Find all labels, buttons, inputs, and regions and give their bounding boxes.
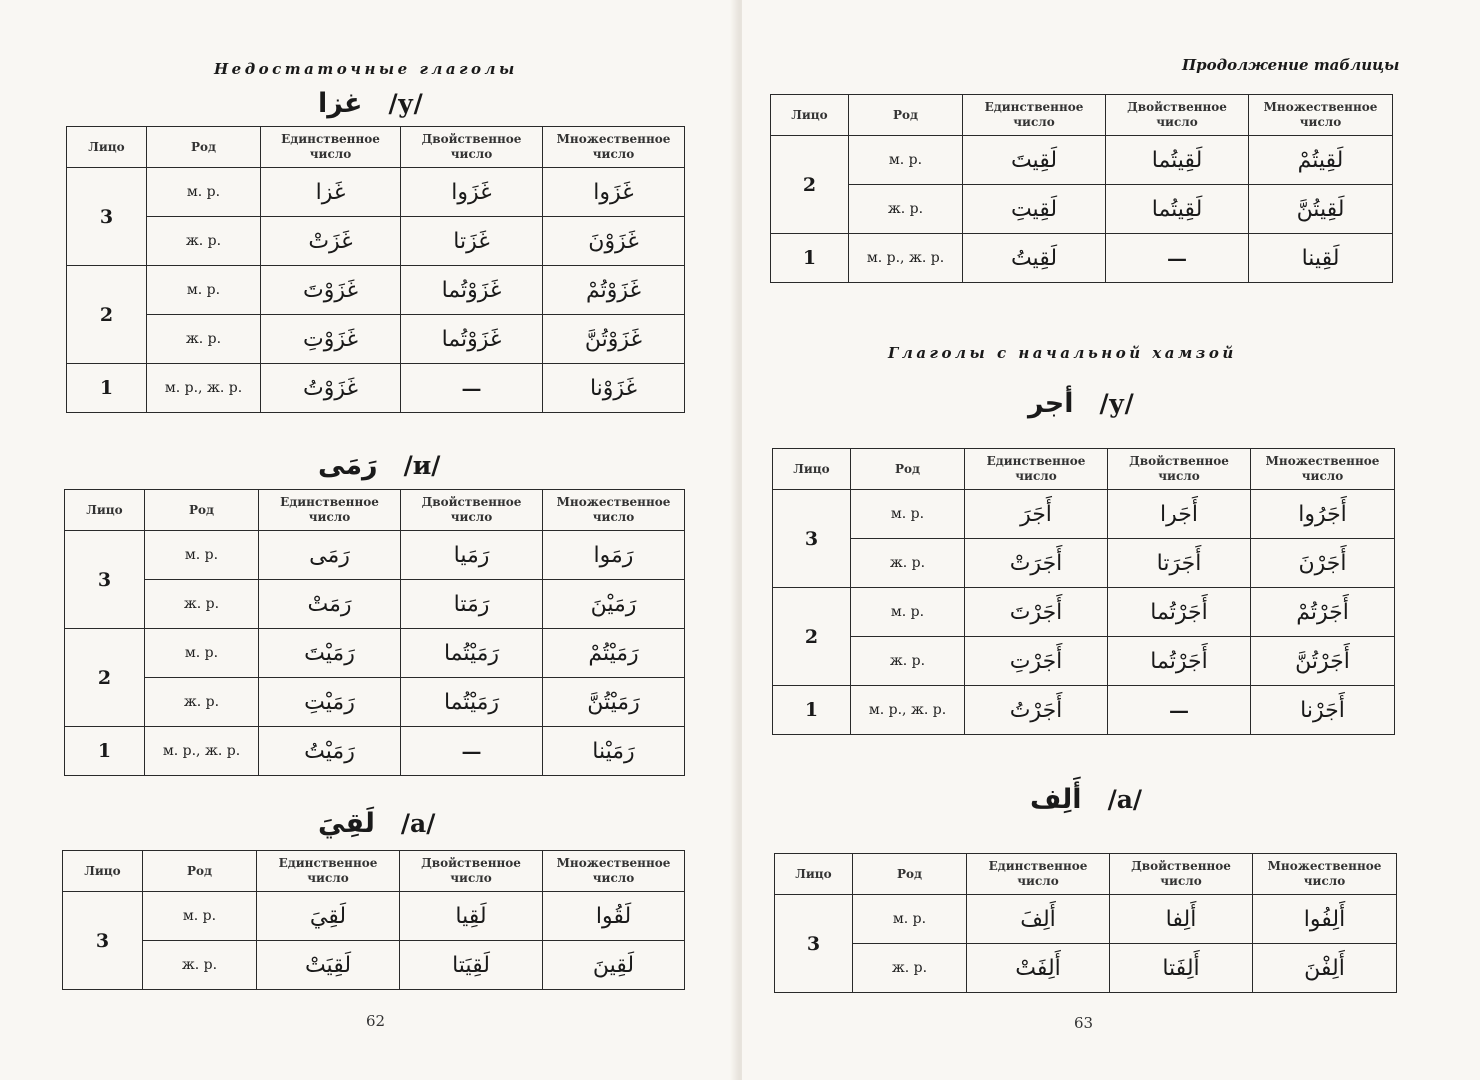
form-cell: لَقِيتُما <box>1106 185 1249 234</box>
col-gender: Род <box>851 449 965 490</box>
form-cell: غَزَوْنا <box>543 364 685 413</box>
verb-heading-alifa <box>1030 784 1142 815</box>
form-cell: غَزَوْتُ <box>261 364 401 413</box>
form-cell: غَزَوا <box>401 168 543 217</box>
conjugation-table-ajara <box>772 448 1395 735</box>
form-cell: غَزَتا <box>401 217 543 266</box>
form-cell: غَزَوْتُما <box>401 315 543 364</box>
table-row <box>65 531 685 580</box>
vowel-ghaza: /у/ <box>388 89 423 118</box>
conjugation-table-laqiya-continued <box>770 94 1393 283</box>
form-cell: لَقِيتُمْ <box>1249 136 1393 185</box>
person-cell: 1 <box>771 234 849 283</box>
verb-ajara: أجر <box>1028 388 1074 419</box>
form-cell: أَجَرْتِ <box>965 637 1108 686</box>
form-cell: لَقِيتُ <box>963 234 1106 283</box>
table-row <box>67 217 685 266</box>
conjugation-table-ghaza <box>66 126 685 413</box>
table-row <box>67 168 685 217</box>
form-cell: أَلِفَتْ <box>967 944 1110 993</box>
col-dual: Двойственное число <box>1110 854 1253 895</box>
gender-cell: м. р. <box>849 136 963 185</box>
col-singular: Единственное число <box>965 449 1108 490</box>
table-row <box>773 539 1395 588</box>
page-number-right: 63 <box>1074 1014 1094 1032</box>
dash-cell: — <box>401 727 543 776</box>
form-cell: أَجَرْتُمْ <box>1251 588 1395 637</box>
form-cell: غَزَتْ <box>261 217 401 266</box>
table-row <box>65 727 685 776</box>
form-cell: غَزَوْنَ <box>543 217 685 266</box>
table-header-row <box>65 490 685 531</box>
table-header-row <box>773 449 1395 490</box>
vowel-rama: /и/ <box>403 451 441 480</box>
gender-cell: м. р. <box>143 892 257 941</box>
dash-cell: — <box>1106 234 1249 283</box>
form-cell: رَمَيْنَ <box>543 580 685 629</box>
gender-cell: ж. р. <box>143 941 257 990</box>
form-cell: أَجَرْتُ <box>965 686 1108 735</box>
col-singular: Единственное число <box>967 854 1110 895</box>
col-plural: Множественное число <box>543 490 685 531</box>
form-cell: أَلِفُوا <box>1253 895 1397 944</box>
gender-cell: м. р. <box>145 629 259 678</box>
verb-laqiya: لَقِيَ <box>318 808 375 839</box>
form-cell: غَزَوْتِ <box>261 315 401 364</box>
gender-cell: м. р. <box>851 588 965 637</box>
verb-rama: رَمَى <box>318 450 378 481</box>
form-cell: لَقُوا <box>543 892 685 941</box>
form-cell: رَمَيا <box>401 531 543 580</box>
form-cell: رَمَوا <box>543 531 685 580</box>
form-cell: رَمَيْتُ <box>259 727 401 776</box>
gender-cell: ж. р. <box>853 944 967 993</box>
form-cell: أَجَرْتَ <box>965 588 1108 637</box>
col-dual: Двойственное число <box>1108 449 1251 490</box>
col-plural: Множественное число <box>1249 95 1393 136</box>
form-cell: لَقِيَتْ <box>257 941 400 990</box>
left-running-head: Недостаточные глаголы <box>214 60 518 78</box>
person-cell: 2 <box>65 629 145 727</box>
table-row <box>67 315 685 364</box>
form-cell: رَمَتا <box>401 580 543 629</box>
col-gender: Род <box>143 851 257 892</box>
form-cell: لَقِيا <box>400 892 543 941</box>
col-person: Лицо <box>775 854 853 895</box>
col-plural: Множественное число <box>1251 449 1395 490</box>
form-cell: لَقِيَ <box>257 892 400 941</box>
col-person: Лицо <box>65 490 145 531</box>
person-cell: 3 <box>65 531 145 629</box>
gender-cell: м. р. <box>853 895 967 944</box>
col-singular: Единственное число <box>259 490 401 531</box>
person-cell: 2 <box>67 266 147 364</box>
form-cell: لَقِيتِ <box>963 185 1106 234</box>
gender-cell: ж. р. <box>851 539 965 588</box>
form-cell: أَجَرْتُما <box>1108 588 1251 637</box>
person-cell: 3 <box>63 892 143 990</box>
table-row <box>775 895 1397 944</box>
col-dual: Двойственное число <box>400 851 543 892</box>
form-cell: غَزا <box>261 168 401 217</box>
form-cell: رَمَيْتُما <box>401 678 543 727</box>
vowel-ajara: /у/ <box>1099 389 1134 418</box>
form-cell: لَقِيتَ <box>963 136 1106 185</box>
gender-cell: ж. р. <box>147 315 261 364</box>
form-cell: أَجَرا <box>1108 490 1251 539</box>
person-cell: 3 <box>67 168 147 266</box>
form-cell: غَزَوْتُما <box>401 266 543 315</box>
table-row <box>67 364 685 413</box>
form-cell: لَقِينا <box>1249 234 1393 283</box>
verb-heading-ghaza <box>318 88 423 119</box>
person-cell: 2 <box>773 588 851 686</box>
col-person: Лицо <box>771 95 849 136</box>
form-cell: أَجَرَتْ <box>965 539 1108 588</box>
form-cell: أَجَرُوا <box>1251 490 1395 539</box>
gender-cell: м. р. <box>147 266 261 315</box>
table-header-row <box>67 127 685 168</box>
person-cell: 3 <box>775 895 853 993</box>
form-cell: أَجَرْتُنَّ <box>1251 637 1395 686</box>
person-cell: 1 <box>67 364 147 413</box>
col-plural: Множественное число <box>543 851 685 892</box>
form-cell: أَلِفَ <box>967 895 1110 944</box>
table-row <box>63 941 685 990</box>
gender-cell: м. р., ж. р. <box>851 686 965 735</box>
form-cell: رَمَتْ <box>259 580 401 629</box>
form-cell: أَجَرْنَ <box>1251 539 1395 588</box>
form-cell: لَقِيتُما <box>1106 136 1249 185</box>
verb-heading-ajara <box>1028 388 1134 419</box>
vowel-laqiya: /а/ <box>400 809 436 838</box>
form-cell: أَجَرَ <box>965 490 1108 539</box>
verb-alifa: أَلِف <box>1030 784 1082 815</box>
form-cell: غَزَوْتُنَّ <box>543 315 685 364</box>
table-row <box>65 629 685 678</box>
col-dual: Двойственное число <box>1106 95 1249 136</box>
gender-cell: ж. р. <box>145 678 259 727</box>
form-cell: أَجَرْتُما <box>1108 637 1251 686</box>
form-cell: لَقِيَتا <box>400 941 543 990</box>
col-person: Лицо <box>63 851 143 892</box>
form-cell: أَلِفْنَ <box>1253 944 1397 993</box>
person-cell: 2 <box>771 136 849 234</box>
table-row <box>773 490 1395 539</box>
table-row <box>65 580 685 629</box>
form-cell: أَجَرْنا <box>1251 686 1395 735</box>
col-dual: Двойственное число <box>401 490 543 531</box>
col-singular: Единственное число <box>257 851 400 892</box>
col-gender: Род <box>853 854 967 895</box>
col-gender: Род <box>145 490 259 531</box>
form-cell: أَجَرَتا <box>1108 539 1251 588</box>
page-number-left: 62 <box>366 1012 386 1030</box>
gender-cell: м. р., ж. р. <box>147 364 261 413</box>
gender-cell: м. р. <box>851 490 965 539</box>
person-cell: 3 <box>773 490 851 588</box>
vowel-alifa: /а/ <box>1107 785 1143 814</box>
col-dual: Двойственное число <box>401 127 543 168</box>
gender-cell: ж. р. <box>849 185 963 234</box>
form-cell: رَمَيْنا <box>543 727 685 776</box>
col-singular: Единственное число <box>261 127 401 168</box>
form-cell: لَقِينَ <box>543 941 685 990</box>
form-cell: رَمَيْتِ <box>259 678 401 727</box>
verb-heading-rama <box>318 450 440 481</box>
table-header-row <box>63 851 685 892</box>
table-row <box>771 234 1393 283</box>
conjugation-table-laqiya <box>62 850 685 990</box>
col-person: Лицо <box>773 449 851 490</box>
gender-cell: м. р., ж. р. <box>849 234 963 283</box>
form-cell: غَزَوْتُمْ <box>543 266 685 315</box>
form-cell: غَزَوْتَ <box>261 266 401 315</box>
form-cell: أَلِفَتا <box>1110 944 1253 993</box>
gender-cell: м. р. <box>147 168 261 217</box>
table-row <box>773 686 1395 735</box>
gender-cell: ж. р. <box>145 580 259 629</box>
gender-cell: м. р. <box>145 531 259 580</box>
right-running-head: Продолжение таблицы <box>1182 56 1400 74</box>
col-singular: Единственное число <box>963 95 1106 136</box>
form-cell: رَمَيْتُما <box>401 629 543 678</box>
conjugation-table-alifa <box>774 853 1397 993</box>
table-header-row <box>775 854 1397 895</box>
table-row <box>771 136 1393 185</box>
col-plural: Множественное число <box>543 127 685 168</box>
person-cell: 1 <box>773 686 851 735</box>
section-title: Глаголы с начальной хамзой <box>888 344 1237 362</box>
form-cell: لَقِيتُنَّ <box>1249 185 1393 234</box>
table-row <box>65 678 685 727</box>
form-cell: غَزَوا <box>543 168 685 217</box>
col-plural: Множественное число <box>1253 854 1397 895</box>
person-cell: 1 <box>65 727 145 776</box>
conjugation-table-rama <box>64 489 685 776</box>
form-cell: رَمَى <box>259 531 401 580</box>
table-row <box>771 185 1393 234</box>
table-header-row <box>771 95 1393 136</box>
table-row <box>773 637 1395 686</box>
col-gender: Род <box>147 127 261 168</box>
form-cell: رَمَيْتُنَّ <box>543 678 685 727</box>
table-row <box>67 266 685 315</box>
gender-cell: ж. р. <box>147 217 261 266</box>
form-cell: رَمَيْتُمْ <box>543 629 685 678</box>
dash-cell: — <box>1108 686 1251 735</box>
verb-ghaza: غزا <box>318 88 363 119</box>
table-row <box>773 588 1395 637</box>
col-gender: Род <box>849 95 963 136</box>
gender-cell: ж. р. <box>851 637 965 686</box>
col-person: Лицо <box>67 127 147 168</box>
form-cell: أَلِفا <box>1110 895 1253 944</box>
verb-heading-laqiya <box>318 808 435 839</box>
form-cell: رَمَيْتَ <box>259 629 401 678</box>
table-row <box>63 892 685 941</box>
table-row <box>775 944 1397 993</box>
dash-cell: — <box>401 364 543 413</box>
gender-cell: м. р., ж. р. <box>145 727 259 776</box>
